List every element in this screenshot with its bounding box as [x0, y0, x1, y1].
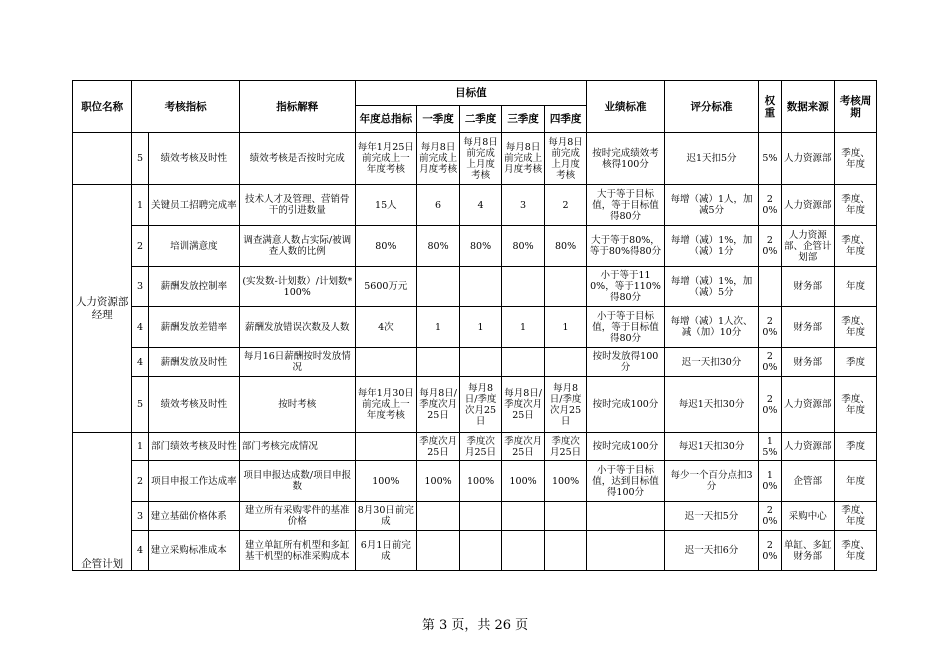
q3-cell: 每月8日/季度次月25日	[502, 377, 545, 433]
q1-cell: 每月8日/季度次月25日	[417, 377, 460, 433]
q4-cell: 1	[545, 307, 587, 348]
q1-cell: 80%	[417, 226, 460, 267]
annual-cell: 6月1日前完成	[355, 531, 416, 571]
scoring-cell: 每增（减）1人次、减（加）10分	[664, 307, 758, 348]
explanation-cell: 调查满意人数占实际/被调查人数的比例	[239, 226, 355, 267]
q1-cell	[417, 348, 460, 377]
indicator-cell: 绩效考核及时性	[148, 377, 239, 433]
header-q3: 三季度	[502, 106, 545, 133]
q2-cell	[460, 348, 502, 377]
source-cell: 人力资源部	[781, 377, 834, 433]
q3-cell	[502, 531, 545, 571]
weight-cell: 20%	[759, 377, 782, 433]
q2-cell	[460, 267, 502, 307]
row-number: 4	[132, 307, 148, 348]
q4-cell: 80%	[545, 226, 587, 267]
q3-cell: 每月8日前完成上月度考核	[502, 133, 545, 185]
q4-cell: 每月8日/季度次月25日	[545, 377, 587, 433]
performance-cell: 小于等于目标值，等于目标值得80分	[587, 307, 665, 348]
source-cell: 采购中心	[781, 502, 834, 531]
q3-cell: 80%	[502, 226, 545, 267]
weight-cell: 20%	[759, 226, 782, 267]
q2-cell: 每月8日前完成上月度考核	[460, 133, 502, 185]
indicator-cell: 建立采购标准成本	[148, 531, 239, 571]
header-explanation: 指标解释	[239, 81, 355, 133]
source-cell: 财务部	[781, 267, 834, 307]
annual-cell: 4次	[355, 307, 416, 348]
header-indicator: 考核指标	[132, 81, 240, 133]
weight-cell: 20%	[759, 531, 782, 571]
q2-cell: 80%	[460, 226, 502, 267]
q1-cell: 6	[417, 185, 460, 226]
q1-cell	[417, 531, 460, 571]
q4-cell	[545, 502, 587, 531]
row-number: 5	[132, 377, 148, 433]
weight-cell: 10%	[759, 461, 782, 502]
row-number: 1	[132, 433, 148, 461]
header-scoring: 评分标准	[664, 81, 758, 133]
table-row	[73, 433, 877, 461]
weight-cell: 20%	[759, 185, 782, 226]
role-cell	[73, 133, 132, 185]
header-target: 目标值	[355, 81, 586, 106]
q4-cell	[545, 531, 587, 571]
performance-cell: 按时完成100分	[587, 433, 665, 461]
row-number: 5	[132, 133, 148, 185]
header-q2: 二季度	[460, 106, 502, 133]
indicator-cell: 绩效考核及时性	[148, 133, 239, 185]
annual-cell	[355, 348, 416, 377]
source-cell: 人力资源部	[781, 133, 834, 185]
explanation-cell: (实发数-计划数）/计划数*100%	[239, 267, 355, 307]
cycle-cell: 季度、年度	[834, 502, 876, 531]
table-row	[73, 502, 877, 531]
cycle-cell: 季度、年度	[834, 531, 876, 571]
cycle-cell: 季度、年度	[834, 185, 876, 226]
scoring-cell: 迟1天扣5分	[664, 133, 758, 185]
performance-cell: 小于等于110%，等于110%得80分	[587, 267, 665, 307]
scoring-cell: 每增（减）1人，加减5分	[664, 185, 758, 226]
row-number: 2	[132, 226, 148, 267]
annual-cell: 15人	[355, 185, 416, 226]
indicator-cell: 培训满意度	[148, 226, 239, 267]
table-row	[73, 226, 877, 267]
row-number: 4	[132, 531, 148, 571]
weight-cell: 20%	[759, 348, 782, 377]
table-row	[73, 267, 877, 307]
kpi-table	[72, 80, 877, 571]
performance-cell: 小于等于目标值，达到目标值得100分	[587, 461, 665, 502]
source-cell: 人力资源部	[781, 185, 834, 226]
q1-cell	[417, 502, 460, 531]
q3-cell	[502, 267, 545, 307]
weight-cell	[759, 267, 782, 307]
indicator-cell: 薪酬发放及时性	[148, 348, 239, 377]
weight-cell: 20%	[759, 307, 782, 348]
q1-cell: 1	[417, 307, 460, 348]
scoring-cell: 迟一天扣30分	[664, 348, 758, 377]
indicator-cell: 薪酬发放差错率	[148, 307, 239, 348]
annual-cell: 80%	[355, 226, 416, 267]
q3-cell: 1	[502, 307, 545, 348]
table-row	[73, 531, 877, 571]
annual-cell: 每年1月25日前完成上一年度考核	[355, 133, 416, 185]
scoring-cell: 每增（减）1%，加（减）1分	[664, 226, 758, 267]
scoring-cell: 每迟1天扣30分	[664, 377, 758, 433]
q2-cell: 1	[460, 307, 502, 348]
performance-cell	[587, 502, 665, 531]
indicator-cell: 建立基础价格体系	[148, 502, 239, 531]
role-cell: 企管计划	[73, 433, 132, 571]
annual-cell	[355, 433, 416, 461]
cycle-cell: 季度	[834, 433, 876, 461]
indicator-cell: 薪酬发放控制率	[148, 267, 239, 307]
source-cell: 企管部	[781, 461, 834, 502]
performance-cell: 按时完成绩效考核得100分	[587, 133, 665, 185]
table-row	[73, 377, 877, 433]
header-weight: 权重	[759, 81, 782, 133]
table-row	[73, 307, 877, 348]
q4-cell: 每月8日前完成上月度考核	[545, 133, 587, 185]
performance-cell: 按时发放得100分	[587, 348, 665, 377]
q4-cell: 季度次月25日	[545, 433, 587, 461]
table-row	[73, 461, 877, 502]
indicator-cell: 关键员工招聘完成率	[148, 185, 239, 226]
cycle-cell: 季度、年度	[834, 133, 876, 185]
scoring-cell: 迟一天扣6分	[664, 531, 758, 571]
q2-cell: 季度次月25日	[460, 433, 502, 461]
performance-cell: 大于等于目标值，等于目标值得80分	[587, 185, 665, 226]
explanation-cell: 绩效考核是否按时完成	[239, 133, 355, 185]
source-cell: 单缸、多缸财务部	[781, 531, 834, 571]
weight-cell: 20%	[759, 502, 782, 531]
scoring-cell: 每增（减）1%，加（减）5分	[664, 267, 758, 307]
source-cell: 人力资源部	[781, 433, 834, 461]
table-row	[73, 185, 877, 226]
q2-cell	[460, 531, 502, 571]
q2-cell	[460, 502, 502, 531]
performance-cell: 大于等于80%，等于80%得80分	[587, 226, 665, 267]
row-number: 1	[132, 185, 148, 226]
q3-cell	[502, 348, 545, 377]
cycle-cell: 季度、年度	[834, 307, 876, 348]
row-number: 4	[132, 348, 148, 377]
header-source: 数据来源	[781, 81, 834, 133]
q3-cell	[502, 502, 545, 531]
header-performance: 业绩标准	[587, 81, 665, 133]
row-number: 3	[132, 267, 148, 307]
q4-cell	[545, 267, 587, 307]
q4-cell: 2	[545, 185, 587, 226]
cycle-cell: 年度	[834, 267, 876, 307]
q1-cell: 100%	[417, 461, 460, 502]
cycle-cell: 季度、年度	[834, 226, 876, 267]
cycle-cell: 年度	[834, 461, 876, 502]
explanation-cell: 技术人才及管理、营销骨干的引进数量	[239, 185, 355, 226]
cycle-cell: 季度	[834, 348, 876, 377]
cycle-cell: 季度、年度	[834, 377, 876, 433]
q2-cell: 每月8日/季度次月25日	[460, 377, 502, 433]
annual-cell: 100%	[355, 461, 416, 502]
weight-cell: 5%	[759, 133, 782, 185]
performance-cell: 按时完成100分	[587, 377, 665, 433]
header-annual: 年度总指标	[355, 106, 416, 133]
explanation-cell: 每月16日薪酬按时发放情况	[239, 348, 355, 377]
weight-cell: 15%	[759, 433, 782, 461]
source-cell: 财务部	[781, 307, 834, 348]
header-position: 职位名称	[73, 81, 132, 133]
q1-cell: 季度次月25日	[417, 433, 460, 461]
table-row	[73, 133, 877, 185]
scoring-cell: 每迟1天扣30分	[664, 433, 758, 461]
scoring-cell: 每少一个百分点扣3分	[664, 461, 758, 502]
annual-cell: 每年1月30日前完成上一年度考核	[355, 377, 416, 433]
table-row	[73, 348, 877, 377]
row-number: 3	[132, 502, 148, 531]
q4-cell: 100%	[545, 461, 587, 502]
q4-cell	[545, 348, 587, 377]
indicator-cell: 项目申报工作达成率	[148, 461, 239, 502]
annual-cell: 8月30日前完成	[355, 502, 416, 531]
indicator-cell: 部门绩效考核及时性	[148, 433, 239, 461]
q3-cell: 3	[502, 185, 545, 226]
explanation-cell: 部门考核完成情况	[239, 433, 355, 461]
scoring-cell: 迟一天扣5分	[664, 502, 758, 531]
explanation-cell: 薪酬发放错误次数及人数	[239, 307, 355, 348]
role-cell: 人力资源部经理	[73, 185, 132, 433]
explanation-cell: 建立单缸所有机型和多缸基干机型的标准采购成本	[239, 531, 355, 571]
q2-cell: 4	[460, 185, 502, 226]
header-cycle: 考核周期	[834, 81, 876, 133]
row-number: 2	[132, 461, 148, 502]
q1-cell: 每月8日前完成上月度考核	[417, 133, 460, 185]
annual-cell: 5600万元	[355, 267, 416, 307]
q3-cell: 季度次月25日	[502, 433, 545, 461]
explanation-cell: 建立所有采购零件的基准价格	[239, 502, 355, 531]
performance-cell	[587, 531, 665, 571]
page-footer: 第 3 页，共 26 页	[421, 618, 529, 633]
q2-cell: 100%	[460, 461, 502, 502]
source-cell: 人力资源部、企管计划部	[781, 226, 834, 267]
source-cell: 财务部	[781, 348, 834, 377]
header-q4: 四季度	[545, 106, 587, 133]
explanation-cell: 项目申报达成数/项目申报数	[239, 461, 355, 502]
explanation-cell: 按时考核	[239, 377, 355, 433]
header-q1: 一季度	[417, 106, 460, 133]
q1-cell	[417, 267, 460, 307]
q3-cell: 100%	[502, 461, 545, 502]
